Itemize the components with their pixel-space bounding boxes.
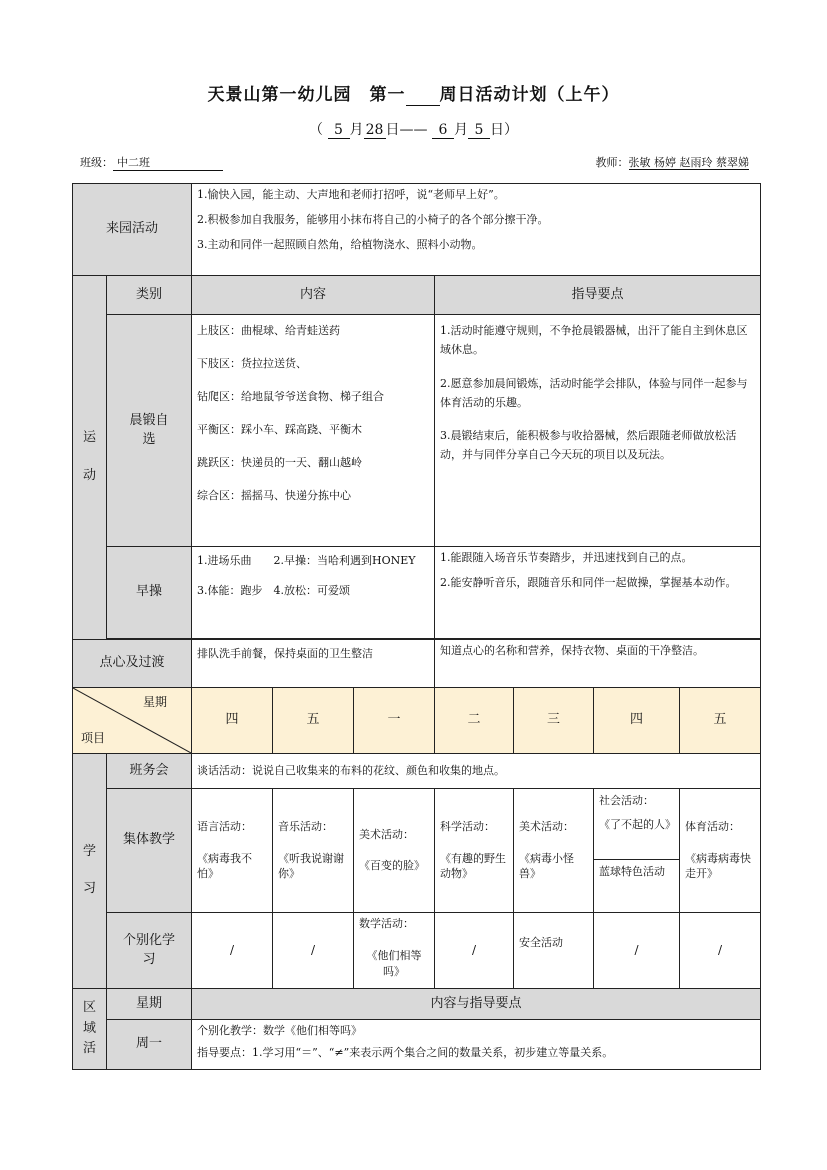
page-title: 天景山第一幼儿园 第一 周日活动计划（上午） bbox=[207, 85, 620, 105]
sports-section-label: 运 动 bbox=[73, 276, 107, 640]
weekday-header-row bbox=[73, 688, 761, 754]
exercise-zone: 平衡区：踩小车、踩高跷、平衡木 bbox=[197, 422, 363, 436]
snack-row bbox=[73, 640, 761, 688]
arrival-item: 1.愉快入园，能主动、大声地和老师打招呼，说“老师早上好”。 bbox=[197, 188, 505, 201]
lesson-cell: 音乐活动： 《听我说谢谢你》 bbox=[273, 789, 354, 913]
area-header-row bbox=[73, 989, 761, 1020]
group-teaching-row bbox=[73, 789, 761, 913]
class-affairs-content: 谈话活动：说说自己收集来的布料的花纹、颜色和收集的地点。 bbox=[192, 754, 761, 789]
item-label: 项目 bbox=[81, 730, 106, 745]
individual-cell: / bbox=[594, 913, 680, 989]
special-activity: 蓝球特色活动 bbox=[599, 865, 666, 878]
morning-drill-guidance bbox=[435, 547, 761, 639]
individual-cell: 安全活动 bbox=[514, 913, 594, 989]
exercise-zone: 综合区：摇摇马、快递分拣中心 bbox=[197, 488, 352, 502]
date-range: （ 5 月 28 日—— 6 月 5 日） bbox=[309, 122, 518, 138]
morning-drill-content: 1.进场乐曲 2.早操：当哈利遇到HONEY 3.体能：跑步 4.放松：可爱颂 bbox=[192, 547, 435, 639]
guidance-item: 3.晨锻结束后，能积极参与收拾器械，然后跟随老师做放松活动，并与同伴分享自己今天玩的项目以及玩法。 bbox=[440, 429, 737, 462]
area-monday-row bbox=[73, 1020, 761, 1070]
guidance-item: 1.能跟随入场音乐节奏踏步，并迅速找到自己的点。 bbox=[440, 551, 693, 564]
guidance-header: 指导要点 bbox=[435, 276, 761, 315]
sports-header-row bbox=[73, 276, 761, 315]
monday-guidance: 指导要点：1.学习用“＝”、“≠”来表示两个集合之间的数量关系，初步建立等量关系。 bbox=[197, 1045, 614, 1059]
morning-exercise-label: 晨锻自 选 bbox=[107, 315, 192, 547]
day-header: 一 bbox=[354, 688, 435, 754]
class-name: 中二班 bbox=[113, 154, 223, 171]
arrival-item: 2.积极参加自我服务，能够用小抹布将自己的小椅子的各个部分擦干净。 bbox=[197, 212, 549, 226]
exercise-zone: 钻爬区：给地鼠爷爷送食物、梯子组合 bbox=[197, 389, 385, 403]
individual-cell: / bbox=[192, 913, 273, 989]
morning-exercise-guidance bbox=[435, 315, 761, 547]
lesson-cell: 美术活动： 《病毒小怪兽》 bbox=[514, 789, 594, 913]
morning-drill-row bbox=[73, 547, 761, 639]
day-header: 四 bbox=[192, 688, 273, 754]
arrival-item: 3.主动和同伴一起照顾自然角，给植物浇水、照料小动物。 bbox=[197, 237, 483, 251]
day-header: 二 bbox=[435, 688, 514, 754]
class-affairs-label: 班务会 bbox=[107, 754, 192, 789]
individual-cell: / bbox=[273, 913, 354, 989]
arrival-label: 来园活动 bbox=[73, 184, 192, 276]
lesson-cell: 体育活动： 《病毒病毒快走开》 bbox=[680, 789, 761, 913]
individual-learning-label: 个别化学 习 bbox=[107, 913, 192, 989]
lesson-cell: 科学活动： 《有趣的野生动物》 bbox=[435, 789, 514, 913]
day-header: 五 bbox=[273, 688, 354, 754]
snack-label: 点心及过渡 bbox=[73, 640, 192, 688]
lesson-cell: 社会活动： 《了不起的人》 蓝球特色活动 bbox=[594, 789, 680, 913]
activity-plan-table bbox=[72, 183, 761, 1070]
day-header: 五 bbox=[680, 688, 761, 754]
learning-section-label: 学 习 bbox=[73, 754, 107, 989]
day-header: 三 bbox=[514, 688, 594, 754]
morning-exercise-content bbox=[192, 315, 435, 547]
individual-cell: 数学活动： 《他们相等吗》 bbox=[354, 913, 435, 989]
weekday-item-corner bbox=[73, 688, 192, 754]
area-weekday-label: 星期 bbox=[107, 989, 192, 1020]
lesson-cell: 语言活动： 《病毒我不怕》 bbox=[192, 789, 273, 913]
lesson-cell: 美术活动： 《百变的脸》 bbox=[354, 789, 435, 913]
snack-guidance: 知道点心的名称和营养，保持衣物、桌面的干净整洁。 bbox=[435, 640, 761, 688]
arrival-content bbox=[192, 184, 761, 276]
exercise-zone: 跳跃区：快递员的一天、翻山越岭 bbox=[197, 455, 363, 469]
area-content-header: 内容与指导要点 bbox=[192, 989, 761, 1020]
category-header: 类别 bbox=[107, 276, 192, 315]
morning-exercise-row bbox=[73, 315, 761, 547]
monday-label: 周一 bbox=[107, 1020, 192, 1070]
monday-content: 个别化教学：数学《他们相等吗》 指导要点：1.学习用“＝”、“≠”来表示两个集合之间的数量关系，初步建立等量关系。 bbox=[192, 1020, 761, 1070]
individual-learning-row bbox=[73, 913, 761, 989]
arrival-row bbox=[73, 184, 761, 276]
area-section-label: 区 域 活 bbox=[73, 989, 107, 1070]
snack-content: 排队洗手前餐，保持桌面的卫生整洁 bbox=[192, 640, 435, 688]
guidance-item: 2.能安静听音乐，跟随音乐和同伴一起做操，掌握基本动作。 bbox=[440, 575, 737, 589]
exercise-zone: 下肢区：货拉拉送货、 bbox=[197, 356, 308, 370]
guidance-item: 2.愿意参加晨间锻炼，活动时能学会排队，体验与同伴一起参与体育活动的乐趣。 bbox=[440, 376, 748, 409]
content-header: 内容 bbox=[192, 276, 435, 315]
individual-cell: / bbox=[680, 913, 761, 989]
weekday-label: 星期 bbox=[143, 695, 168, 709]
week-number-blank bbox=[406, 85, 440, 106]
class-info: 班级： 中二班 bbox=[80, 154, 223, 171]
guidance-item: 1.活动时能遵守规则，不争抢晨锻器械，出汗了能自主到休息区域休息。 bbox=[440, 324, 748, 357]
teacher-names: 张敏 杨婷 赵雨玲 蔡翠娣 bbox=[628, 156, 749, 169]
individual-cell: / bbox=[435, 913, 514, 989]
teacher-info: 教师：张敏 杨婷 赵雨玲 蔡翠娣 bbox=[595, 156, 749, 169]
class-affairs-row bbox=[73, 754, 761, 789]
day-header: 四 bbox=[594, 688, 680, 754]
exercise-zone: 上肢区：曲棍球、给青蛙送药 bbox=[197, 324, 341, 337]
group-teaching-label: 集体教学 bbox=[107, 789, 192, 913]
morning-drill-label: 早操 bbox=[107, 547, 192, 639]
